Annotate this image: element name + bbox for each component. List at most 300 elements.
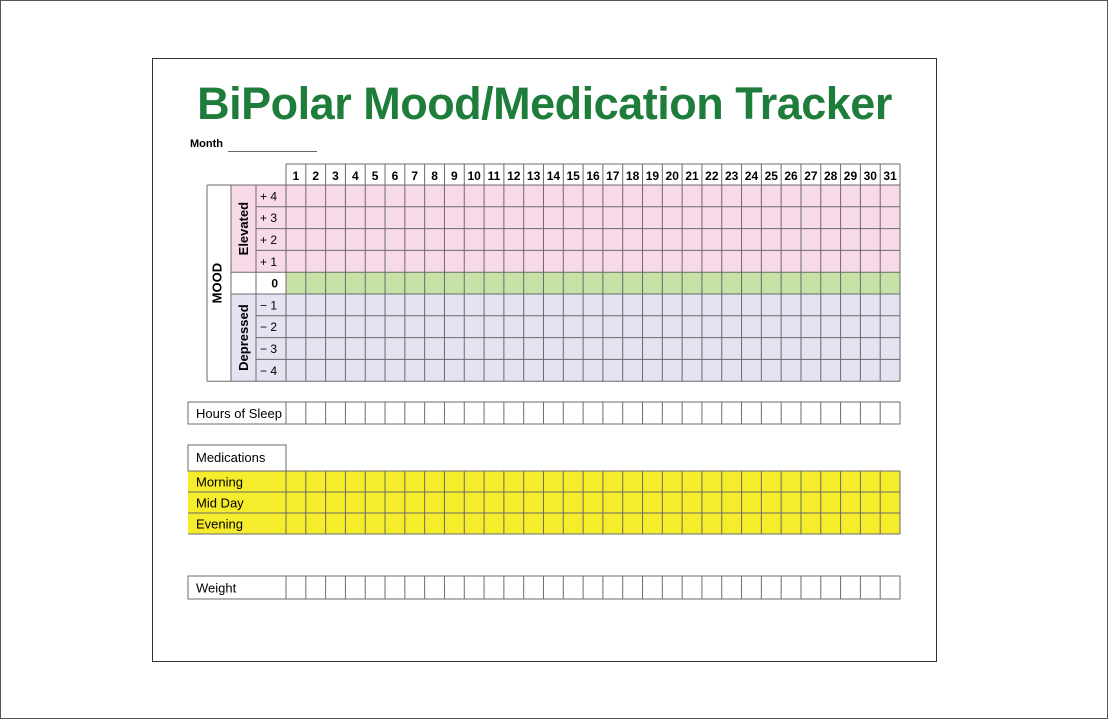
weight-row-cell[interactable] xyxy=(563,576,583,599)
sleep-row-cell[interactable] xyxy=(345,402,365,424)
mood-cell[interactable] xyxy=(880,250,900,272)
medication-cell[interactable] xyxy=(623,471,643,492)
mood-cell[interactable] xyxy=(504,294,524,316)
weight-row-cell[interactable] xyxy=(543,576,563,599)
mood-cell[interactable] xyxy=(286,185,306,207)
sleep-row-cell[interactable] xyxy=(841,402,861,424)
mood-cell[interactable] xyxy=(543,359,563,381)
medication-cell[interactable] xyxy=(860,513,880,534)
mood-cell[interactable] xyxy=(860,272,880,294)
medication-cell[interactable] xyxy=(464,471,484,492)
mood-cell[interactable] xyxy=(781,272,801,294)
sleep-row-cell[interactable] xyxy=(464,402,484,424)
mood-cell[interactable] xyxy=(286,229,306,251)
mood-cell[interactable] xyxy=(286,338,306,360)
mood-cell[interactable] xyxy=(306,338,326,360)
medication-cell[interactable] xyxy=(425,471,445,492)
mood-cell[interactable] xyxy=(563,359,583,381)
mood-cell[interactable] xyxy=(563,294,583,316)
weight-row-cell[interactable] xyxy=(583,576,603,599)
mood-cell[interactable] xyxy=(821,207,841,229)
mood-cell[interactable] xyxy=(563,229,583,251)
mood-cell[interactable] xyxy=(860,229,880,251)
mood-cell[interactable] xyxy=(345,272,365,294)
medication-cell[interactable] xyxy=(781,513,801,534)
mood-cell[interactable] xyxy=(405,294,425,316)
medication-cell[interactable] xyxy=(821,513,841,534)
mood-cell[interactable] xyxy=(444,338,464,360)
mood-cell[interactable] xyxy=(326,272,346,294)
weight-row-cell[interactable] xyxy=(326,576,346,599)
mood-cell[interactable] xyxy=(662,359,682,381)
mood-cell[interactable] xyxy=(603,207,623,229)
mood-cell[interactable] xyxy=(682,229,702,251)
mood-cell[interactable] xyxy=(623,316,643,338)
mood-cell[interactable] xyxy=(543,294,563,316)
mood-cell[interactable] xyxy=(543,229,563,251)
sleep-row-cell[interactable] xyxy=(326,402,346,424)
mood-cell[interactable] xyxy=(444,272,464,294)
mood-cell[interactable] xyxy=(880,338,900,360)
mood-cell[interactable] xyxy=(801,272,821,294)
mood-cell[interactable] xyxy=(702,272,722,294)
medication-cell[interactable] xyxy=(326,471,346,492)
mood-cell[interactable] xyxy=(524,250,544,272)
medication-cell[interactable] xyxy=(385,471,405,492)
medication-cell[interactable] xyxy=(504,471,524,492)
mood-cell[interactable] xyxy=(623,272,643,294)
mood-cell[interactable] xyxy=(603,229,623,251)
mood-cell[interactable] xyxy=(326,294,346,316)
mood-cell[interactable] xyxy=(484,272,504,294)
mood-cell[interactable] xyxy=(504,185,524,207)
mood-cell[interactable] xyxy=(682,338,702,360)
medication-cell[interactable] xyxy=(801,492,821,513)
mood-cell[interactable] xyxy=(880,294,900,316)
weight-row-cell[interactable] xyxy=(722,576,742,599)
mood-cell[interactable] xyxy=(702,294,722,316)
mood-cell[interactable] xyxy=(524,207,544,229)
mood-cell[interactable] xyxy=(702,229,722,251)
medication-cell[interactable] xyxy=(761,471,781,492)
mood-cell[interactable] xyxy=(464,185,484,207)
mood-cell[interactable] xyxy=(345,185,365,207)
mood-cell[interactable] xyxy=(385,359,405,381)
mood-cell[interactable] xyxy=(306,185,326,207)
mood-cell[interactable] xyxy=(643,207,663,229)
mood-cell[interactable] xyxy=(682,359,702,381)
mood-cell[interactable] xyxy=(742,185,762,207)
mood-cell[interactable] xyxy=(425,207,445,229)
medication-cell[interactable] xyxy=(821,471,841,492)
sleep-row-cell[interactable] xyxy=(880,402,900,424)
weight-row-cell[interactable] xyxy=(761,576,781,599)
medication-cell[interactable] xyxy=(643,471,663,492)
mood-cell[interactable] xyxy=(444,229,464,251)
mood-cell[interactable] xyxy=(543,185,563,207)
mood-cell[interactable] xyxy=(801,229,821,251)
mood-cell[interactable] xyxy=(405,338,425,360)
mood-cell[interactable] xyxy=(385,250,405,272)
medication-cell[interactable] xyxy=(484,492,504,513)
medication-cell[interactable] xyxy=(603,492,623,513)
mood-cell[interactable] xyxy=(702,207,722,229)
mood-cell[interactable] xyxy=(761,207,781,229)
sleep-row-cell[interactable] xyxy=(643,402,663,424)
medication-cell[interactable] xyxy=(365,471,385,492)
mood-cell[interactable] xyxy=(365,207,385,229)
mood-cell[interactable] xyxy=(484,185,504,207)
mood-cell[interactable] xyxy=(326,359,346,381)
weight-row-cell[interactable] xyxy=(643,576,663,599)
mood-cell[interactable] xyxy=(781,229,801,251)
medication-cell[interactable] xyxy=(761,513,781,534)
mood-cell[interactable] xyxy=(286,294,306,316)
sleep-row-cell[interactable] xyxy=(543,402,563,424)
mood-cell[interactable] xyxy=(504,207,524,229)
mood-cell[interactable] xyxy=(623,207,643,229)
mood-cell[interactable] xyxy=(880,207,900,229)
medication-cell[interactable] xyxy=(841,492,861,513)
mood-cell[interactable] xyxy=(425,250,445,272)
mood-cell[interactable] xyxy=(880,185,900,207)
medication-cell[interactable] xyxy=(286,492,306,513)
mood-cell[interactable] xyxy=(543,338,563,360)
mood-cell[interactable] xyxy=(841,250,861,272)
weight-row-cell[interactable] xyxy=(345,576,365,599)
mood-cell[interactable] xyxy=(563,316,583,338)
sleep-row-cell[interactable] xyxy=(603,402,623,424)
mood-cell[interactable] xyxy=(722,185,742,207)
mood-cell[interactable] xyxy=(702,250,722,272)
weight-row-cell[interactable] xyxy=(603,576,623,599)
sleep-row-cell[interactable] xyxy=(563,402,583,424)
sleep-row-cell[interactable] xyxy=(702,402,722,424)
mood-cell[interactable] xyxy=(345,294,365,316)
mood-cell[interactable] xyxy=(702,316,722,338)
mood-cell[interactable] xyxy=(761,359,781,381)
mood-cell[interactable] xyxy=(385,338,405,360)
mood-cell[interactable] xyxy=(801,316,821,338)
mood-cell[interactable] xyxy=(643,316,663,338)
mood-cell[interactable] xyxy=(504,338,524,360)
medication-cell[interactable] xyxy=(682,513,702,534)
medication-cell[interactable] xyxy=(306,513,326,534)
medication-cell[interactable] xyxy=(722,513,742,534)
mood-cell[interactable] xyxy=(801,185,821,207)
medication-cell[interactable] xyxy=(405,471,425,492)
mood-cell[interactable] xyxy=(623,338,643,360)
medication-cell[interactable] xyxy=(841,471,861,492)
mood-cell[interactable] xyxy=(345,316,365,338)
medication-cell[interactable] xyxy=(781,471,801,492)
sleep-row-cell[interactable] xyxy=(801,402,821,424)
mood-cell[interactable] xyxy=(464,207,484,229)
mood-cell[interactable] xyxy=(524,316,544,338)
sleep-row-cell[interactable] xyxy=(761,402,781,424)
mood-cell[interactable] xyxy=(385,207,405,229)
medication-cell[interactable] xyxy=(563,513,583,534)
mood-cell[interactable] xyxy=(464,294,484,316)
mood-cell[interactable] xyxy=(603,338,623,360)
medication-cell[interactable] xyxy=(345,492,365,513)
mood-cell[interactable] xyxy=(345,359,365,381)
mood-cell[interactable] xyxy=(425,359,445,381)
medication-cell[interactable] xyxy=(444,471,464,492)
sleep-row-cell[interactable] xyxy=(781,402,801,424)
mood-cell[interactable] xyxy=(326,207,346,229)
mood-cell[interactable] xyxy=(860,338,880,360)
mood-cell[interactable] xyxy=(365,229,385,251)
mood-cell[interactable] xyxy=(761,185,781,207)
medication-cell[interactable] xyxy=(385,492,405,513)
mood-cell[interactable] xyxy=(484,250,504,272)
mood-cell[interactable] xyxy=(345,207,365,229)
mood-cell[interactable] xyxy=(563,185,583,207)
mood-cell[interactable] xyxy=(643,229,663,251)
weight-row-cell[interactable] xyxy=(742,576,762,599)
mood-cell[interactable] xyxy=(543,272,563,294)
medication-cell[interactable] xyxy=(682,492,702,513)
mood-cell[interactable] xyxy=(464,229,484,251)
mood-cell[interactable] xyxy=(860,185,880,207)
weight-row-cell[interactable] xyxy=(702,576,722,599)
mood-cell[interactable] xyxy=(425,272,445,294)
mood-cell[interactable] xyxy=(444,185,464,207)
mood-cell[interactable] xyxy=(405,207,425,229)
medication-cell[interactable] xyxy=(326,513,346,534)
mood-cell[interactable] xyxy=(821,359,841,381)
mood-cell[interactable] xyxy=(543,250,563,272)
mood-cell[interactable] xyxy=(464,338,484,360)
medication-cell[interactable] xyxy=(722,492,742,513)
sleep-row-cell[interactable] xyxy=(365,402,385,424)
medication-cell[interactable] xyxy=(504,513,524,534)
mood-cell[interactable] xyxy=(326,316,346,338)
medication-cell[interactable] xyxy=(662,492,682,513)
mood-cell[interactable] xyxy=(583,294,603,316)
medication-cell[interactable] xyxy=(543,492,563,513)
mood-cell[interactable] xyxy=(781,207,801,229)
mood-cell[interactable] xyxy=(524,229,544,251)
medication-cell[interactable] xyxy=(860,471,880,492)
mood-cell[interactable] xyxy=(662,185,682,207)
mood-cell[interactable] xyxy=(286,316,306,338)
medication-cell[interactable] xyxy=(563,471,583,492)
medication-cell[interactable] xyxy=(801,513,821,534)
medication-cell[interactable] xyxy=(583,513,603,534)
mood-cell[interactable] xyxy=(623,359,643,381)
mood-cell[interactable] xyxy=(722,359,742,381)
mood-cell[interactable] xyxy=(425,185,445,207)
mood-cell[interactable] xyxy=(860,250,880,272)
mood-cell[interactable] xyxy=(583,316,603,338)
mood-cell[interactable] xyxy=(484,338,504,360)
mood-cell[interactable] xyxy=(662,207,682,229)
mood-cell[interactable] xyxy=(860,359,880,381)
mood-cell[interactable] xyxy=(821,229,841,251)
medication-cell[interactable] xyxy=(524,471,544,492)
mood-cell[interactable] xyxy=(583,359,603,381)
sleep-row-cell[interactable] xyxy=(306,402,326,424)
mood-cell[interactable] xyxy=(742,250,762,272)
medication-cell[interactable] xyxy=(603,471,623,492)
mood-cell[interactable] xyxy=(722,272,742,294)
mood-cell[interactable] xyxy=(385,316,405,338)
mood-cell[interactable] xyxy=(326,229,346,251)
weight-row-cell[interactable] xyxy=(425,576,445,599)
mood-cell[interactable] xyxy=(662,229,682,251)
mood-cell[interactable] xyxy=(742,316,762,338)
mood-cell[interactable] xyxy=(286,272,306,294)
mood-cell[interactable] xyxy=(444,316,464,338)
medication-cell[interactable] xyxy=(365,513,385,534)
mood-cell[interactable] xyxy=(623,294,643,316)
mood-cell[interactable] xyxy=(702,359,722,381)
mood-cell[interactable] xyxy=(365,272,385,294)
mood-cell[interactable] xyxy=(405,272,425,294)
mood-cell[interactable] xyxy=(385,185,405,207)
mood-cell[interactable] xyxy=(643,359,663,381)
medication-cell[interactable] xyxy=(405,513,425,534)
mood-cell[interactable] xyxy=(761,316,781,338)
mood-cell[interactable] xyxy=(425,294,445,316)
weight-row-cell[interactable] xyxy=(524,576,544,599)
mood-cell[interactable] xyxy=(722,250,742,272)
mood-cell[interactable] xyxy=(821,250,841,272)
mood-cell[interactable] xyxy=(860,294,880,316)
medication-cell[interactable] xyxy=(623,513,643,534)
mood-cell[interactable] xyxy=(781,185,801,207)
mood-cell[interactable] xyxy=(643,338,663,360)
mood-cell[interactable] xyxy=(643,294,663,316)
mood-cell[interactable] xyxy=(761,250,781,272)
mood-cell[interactable] xyxy=(841,338,861,360)
mood-cell[interactable] xyxy=(860,207,880,229)
mood-cell[interactable] xyxy=(722,294,742,316)
mood-cell[interactable] xyxy=(385,229,405,251)
sleep-row-cell[interactable] xyxy=(682,402,702,424)
sleep-row-cell[interactable] xyxy=(742,402,762,424)
weight-row-cell[interactable] xyxy=(821,576,841,599)
mood-cell[interactable] xyxy=(306,250,326,272)
mood-cell[interactable] xyxy=(583,338,603,360)
weight-row-cell[interactable] xyxy=(385,576,405,599)
mood-cell[interactable] xyxy=(880,359,900,381)
mood-cell[interactable] xyxy=(286,207,306,229)
mood-cell[interactable] xyxy=(781,316,801,338)
weight-row-cell[interactable] xyxy=(286,576,306,599)
sleep-row-cell[interactable] xyxy=(504,402,524,424)
mood-cell[interactable] xyxy=(345,229,365,251)
medication-cell[interactable] xyxy=(405,492,425,513)
medication-cell[interactable] xyxy=(702,492,722,513)
mood-cell[interactable] xyxy=(761,338,781,360)
mood-cell[interactable] xyxy=(821,272,841,294)
mood-cell[interactable] xyxy=(365,250,385,272)
medication-cell[interactable] xyxy=(742,471,762,492)
medication-cell[interactable] xyxy=(484,471,504,492)
mood-cell[interactable] xyxy=(623,185,643,207)
mood-cell[interactable] xyxy=(563,338,583,360)
mood-cell[interactable] xyxy=(405,185,425,207)
sleep-row-cell[interactable] xyxy=(623,402,643,424)
mood-cell[interactable] xyxy=(524,359,544,381)
mood-cell[interactable] xyxy=(306,359,326,381)
mood-cell[interactable] xyxy=(742,272,762,294)
medication-cell[interactable] xyxy=(860,492,880,513)
mood-cell[interactable] xyxy=(543,207,563,229)
medication-cell[interactable] xyxy=(662,513,682,534)
medication-cell[interactable] xyxy=(543,513,563,534)
medication-cell[interactable] xyxy=(702,513,722,534)
medication-cell[interactable] xyxy=(662,471,682,492)
mood-cell[interactable] xyxy=(702,185,722,207)
mood-cell[interactable] xyxy=(425,316,445,338)
mood-cell[interactable] xyxy=(524,272,544,294)
medication-cell[interactable] xyxy=(583,492,603,513)
mood-cell[interactable] xyxy=(682,185,702,207)
weight-row-cell[interactable] xyxy=(841,576,861,599)
mood-cell[interactable] xyxy=(385,294,405,316)
mood-cell[interactable] xyxy=(841,185,861,207)
mood-cell[interactable] xyxy=(524,338,544,360)
medication-cell[interactable] xyxy=(563,492,583,513)
medication-cell[interactable] xyxy=(306,492,326,513)
mood-cell[interactable] xyxy=(603,185,623,207)
mood-cell[interactable] xyxy=(742,294,762,316)
mood-cell[interactable] xyxy=(286,359,306,381)
medication-cell[interactable] xyxy=(643,513,663,534)
mood-cell[interactable] xyxy=(643,185,663,207)
mood-cell[interactable] xyxy=(682,294,702,316)
mood-cell[interactable] xyxy=(345,250,365,272)
mood-cell[interactable] xyxy=(405,229,425,251)
mood-cell[interactable] xyxy=(603,359,623,381)
mood-cell[interactable] xyxy=(662,250,682,272)
medication-cell[interactable] xyxy=(286,471,306,492)
mood-cell[interactable] xyxy=(464,250,484,272)
mood-cell[interactable] xyxy=(425,338,445,360)
mood-cell[interactable] xyxy=(841,229,861,251)
mood-cell[interactable] xyxy=(742,338,762,360)
mood-cell[interactable] xyxy=(682,316,702,338)
medication-cell[interactable] xyxy=(504,492,524,513)
mood-cell[interactable] xyxy=(682,250,702,272)
mood-cell[interactable] xyxy=(464,359,484,381)
mood-cell[interactable] xyxy=(841,272,861,294)
medication-cell[interactable] xyxy=(880,513,900,534)
mood-cell[interactable] xyxy=(821,294,841,316)
mood-cell[interactable] xyxy=(563,250,583,272)
mood-cell[interactable] xyxy=(623,229,643,251)
mood-cell[interactable] xyxy=(504,359,524,381)
medication-cell[interactable] xyxy=(880,471,900,492)
mood-cell[interactable] xyxy=(841,316,861,338)
mood-cell[interactable] xyxy=(306,294,326,316)
medication-cell[interactable] xyxy=(385,513,405,534)
mood-cell[interactable] xyxy=(484,229,504,251)
weight-row-cell[interactable] xyxy=(662,576,682,599)
medication-cell[interactable] xyxy=(425,492,445,513)
medication-cell[interactable] xyxy=(643,492,663,513)
mood-cell[interactable] xyxy=(286,250,306,272)
medication-cell[interactable] xyxy=(603,513,623,534)
weight-row-cell[interactable] xyxy=(405,576,425,599)
mood-cell[interactable] xyxy=(484,294,504,316)
sleep-row-cell[interactable] xyxy=(385,402,405,424)
mood-cell[interactable] xyxy=(781,294,801,316)
